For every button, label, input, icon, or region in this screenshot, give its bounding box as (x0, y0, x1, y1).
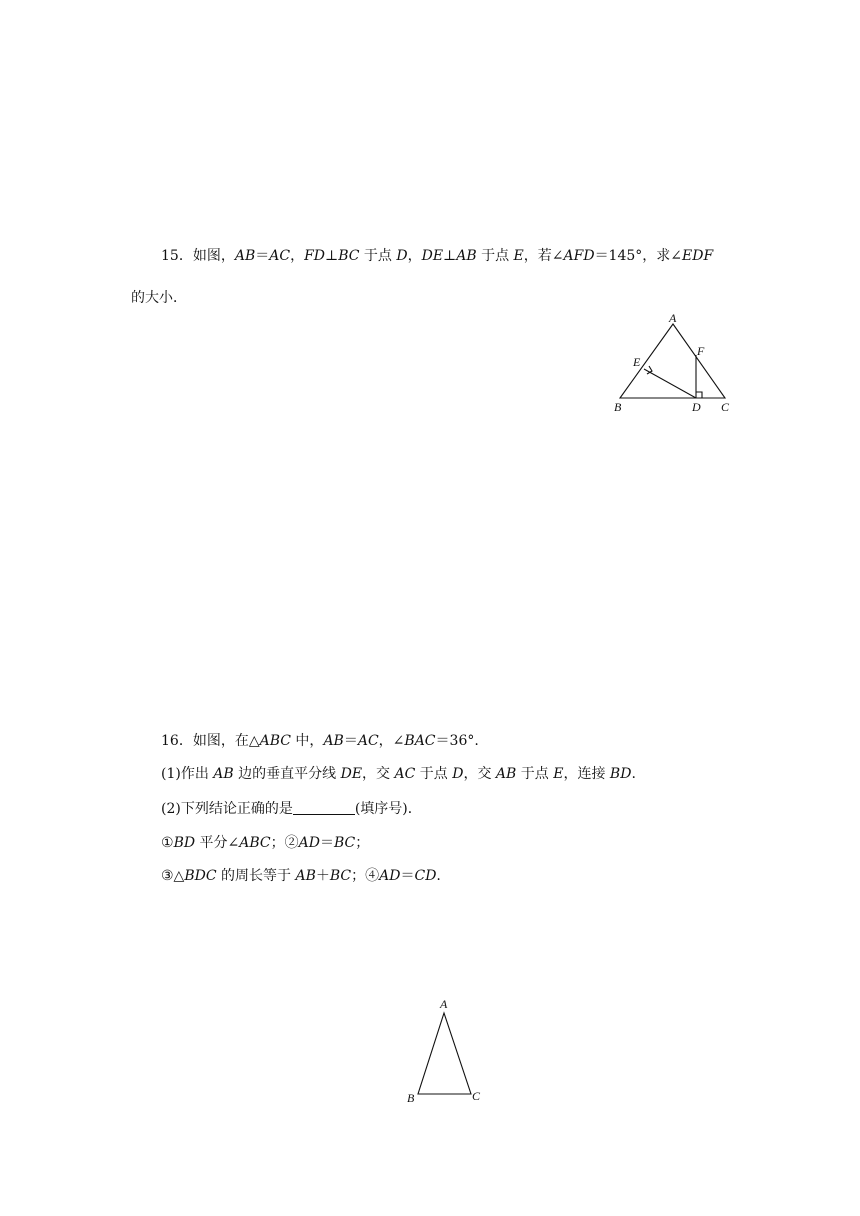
math-symbol: FD (304, 248, 326, 264)
segment-de (644, 369, 696, 398)
label-c: C (721, 400, 730, 414)
text-run: ， (407, 248, 422, 264)
math-symbol: BD (609, 766, 632, 782)
text-run: ③△ (161, 868, 185, 884)
problem-15-text (193, 248, 713, 264)
label-a-16: A (440, 997, 448, 1011)
math-symbol: AD (298, 835, 320, 851)
math-symbol: AB (234, 248, 256, 264)
math-symbol: BAC (404, 733, 436, 749)
answer-blank (293, 800, 355, 815)
problem-16-stem (161, 731, 479, 751)
label-c-16: C (472, 1089, 481, 1103)
text-run: ； (355, 835, 370, 851)
label-a: A (669, 311, 677, 325)
part-2-prompt: (2)下列结论正确的是 (161, 801, 293, 817)
math-symbol: AC (357, 733, 379, 749)
text-run: 中， (290, 733, 324, 749)
text-run: ，连接 (563, 766, 610, 782)
text-run: 如图， (192, 248, 235, 264)
text-run: ＝ (400, 868, 415, 884)
text-run: ＝36°. (435, 733, 479, 749)
math-symbol: DE (340, 766, 363, 782)
problem-16-part-2 (161, 799, 422, 819)
math-symbol: EDF (682, 248, 714, 264)
label-e: E (633, 355, 641, 369)
text-run: 的周长等于 (216, 868, 296, 884)
math-symbol: AC (269, 248, 291, 264)
text-run: . (436, 868, 441, 884)
figure-16 (400, 995, 490, 1105)
problem-16-options-2 (161, 866, 441, 886)
math-symbol: AD (379, 868, 401, 884)
text-run: 如图，在△ (192, 733, 260, 749)
problem-16-part-1 (161, 764, 636, 784)
text-run: ① (161, 835, 174, 851)
math-symbol: BC (338, 248, 360, 264)
math-symbol: AB (495, 766, 517, 782)
math-symbol: AB (323, 733, 344, 749)
problem-15-line-2: 的大小． (131, 290, 187, 306)
text-run: ＝ (255, 248, 270, 264)
text-run: ，∠ (378, 733, 405, 749)
text-run: ＝145°，求∠ (594, 248, 683, 264)
right-angle-mark-d (696, 392, 702, 398)
math-symbol: AC (394, 766, 416, 782)
text-run: ，交 (463, 766, 496, 782)
math-symbol: D (396, 248, 408, 264)
text-run: 于点 (516, 766, 554, 782)
text-run: ＝ (319, 835, 334, 851)
text-run: ，交 (362, 766, 395, 782)
text-run: . (631, 766, 636, 782)
math-symbol: CD (414, 868, 437, 884)
math-symbol: AFD (563, 248, 595, 264)
math-symbol: BC (333, 835, 356, 851)
text-run: ；④ (351, 868, 380, 884)
text-run: ；② (270, 835, 299, 851)
text-run: ⊥ (443, 248, 457, 264)
problem-16-options-1 (161, 833, 369, 853)
math-symbol: AB (213, 766, 234, 782)
math-symbol: D (452, 766, 464, 782)
label-f: F (697, 344, 705, 358)
math-symbol: AB (295, 868, 316, 884)
text-run: ， (290, 248, 305, 264)
math-symbol: E (513, 248, 524, 264)
problem-16-stem-text (193, 733, 479, 749)
math-symbol: BDC (184, 868, 217, 884)
math-symbol: ABC (239, 835, 271, 851)
part-2-suffix: (填序号)． (354, 801, 422, 817)
text-run: 边的垂直平分线 (233, 766, 341, 782)
text-run: 于点 (359, 248, 397, 264)
math-symbol: DE (421, 248, 444, 264)
problem-16-number: 16． (161, 733, 193, 749)
math-symbol: ABC (259, 733, 291, 749)
text-run: ，若∠ (523, 248, 564, 264)
text-run: 于点 (476, 248, 514, 264)
text-run: ＋ (315, 868, 330, 884)
problem-15-number: 15． (161, 248, 193, 264)
math-symbol: BD (173, 835, 196, 851)
figure-15 (610, 310, 750, 414)
problem-15-line-1 (161, 246, 713, 266)
label-d: D (692, 400, 701, 414)
text-run: (1)作出 (161, 766, 214, 782)
label-b-16: B (407, 1091, 415, 1105)
math-symbol: BC (329, 868, 352, 884)
label-b: B (614, 400, 622, 414)
text-run: ＝ (343, 733, 358, 749)
math-symbol: E (553, 766, 564, 782)
text-run: 平分∠ (195, 835, 240, 851)
triangle-abc-16 (418, 1013, 471, 1094)
text-run: 于点 (415, 766, 453, 782)
math-symbol: AB (456, 248, 477, 264)
text-run: ⊥ (325, 248, 339, 264)
